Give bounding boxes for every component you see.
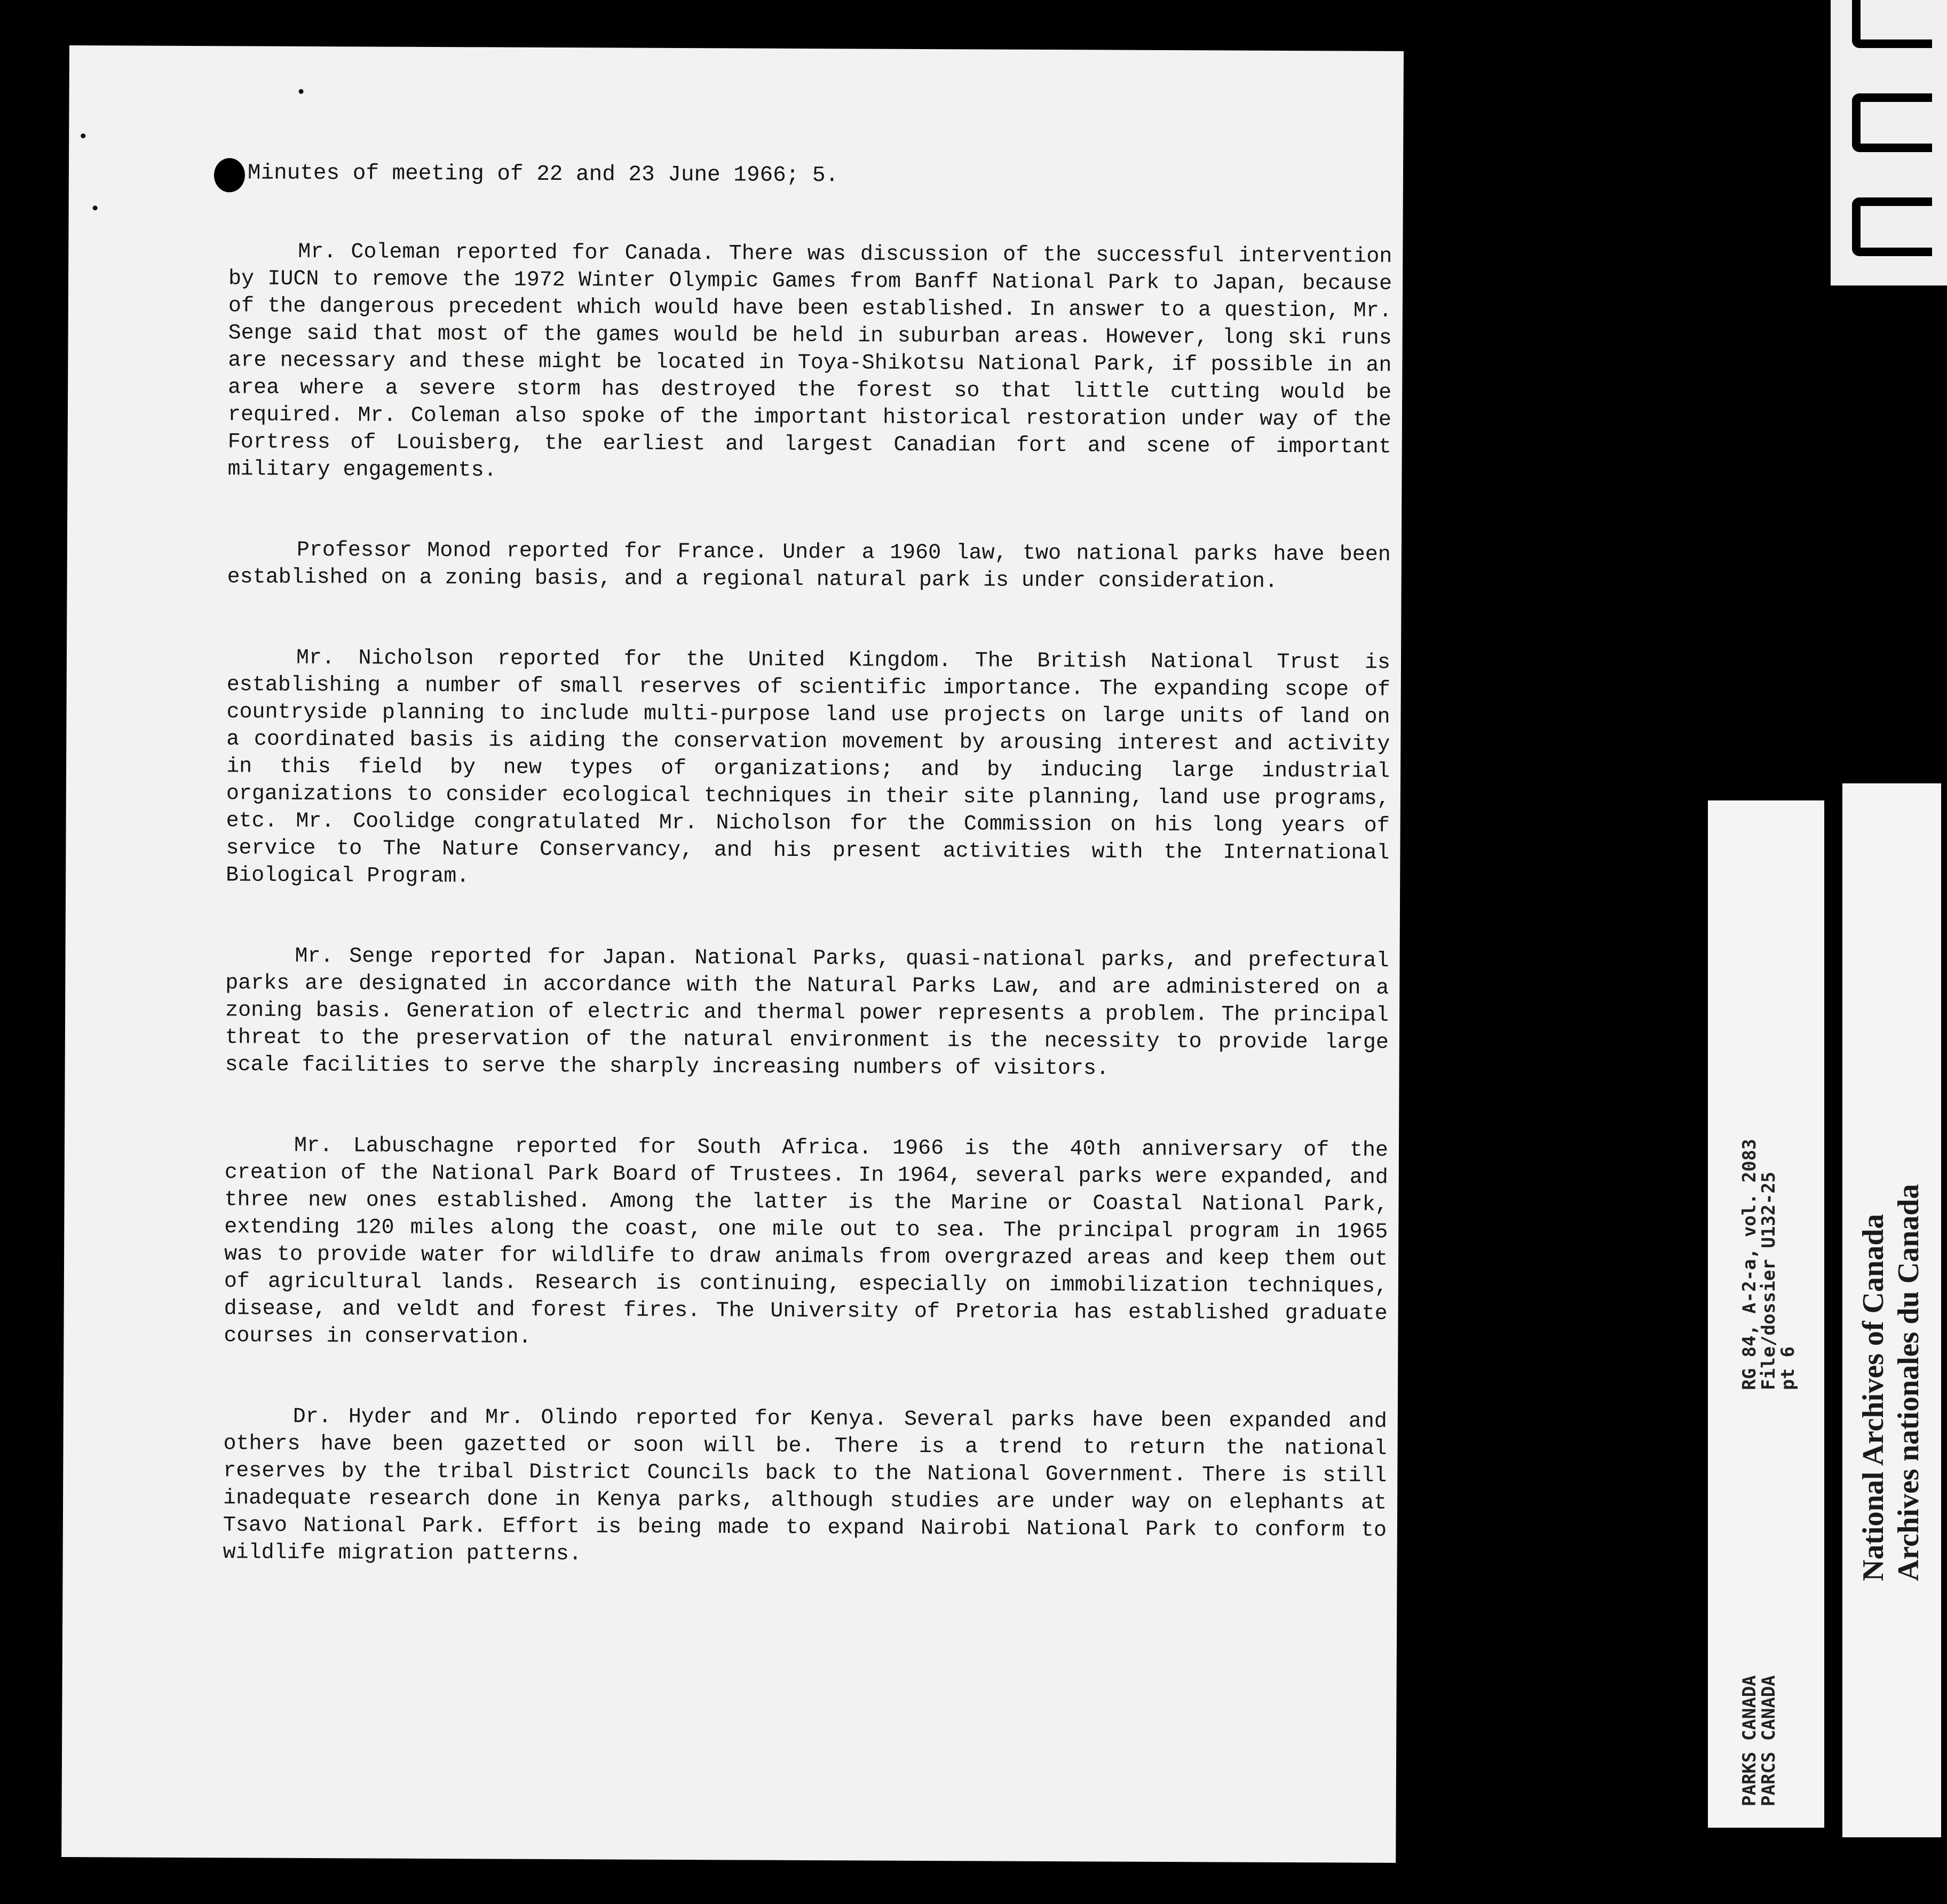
document-page bbox=[61, 45, 1404, 1863]
scan-speck bbox=[93, 205, 98, 210]
document-body bbox=[223, 238, 1392, 1624]
page-header: Minutes of meeting of 22 and 23 June 1966; 5. bbox=[247, 161, 839, 188]
paragraph-japan: Mr. Senge reported for Japan. National Parks, quasi-national parks, and prefectural parks are designated in accordance with the Natural Parks Law, and are administered on a zoning basis. Generation of electric and thermal power represents a problem. The principal threat to the preservation of the natural environment is the necessity to provide large scale facilities to serve the sharply increasing numbers of visitors. bbox=[225, 944, 1389, 1081]
scan-speck bbox=[81, 133, 85, 138]
archives-label bbox=[1842, 783, 1941, 1837]
hole-punch bbox=[214, 158, 245, 192]
film-mark bbox=[1852, 0, 1932, 48]
paragraph-kenya: Dr. Hyder and Mr. Olindo reported for Kenya. Several parks have been expanded and others have been gazetted or soon will be. There is a trend to return the national reserves by the tribal District Councils back to the National Government. There is still inadequate research done in Kenya parks, although studies are under way on elephants at Tsavo National Park. Effort is being made to expand Nairobi National Park to conform to wildlife migration patterns. bbox=[223, 1405, 1387, 1567]
paragraph-south-africa: Mr. Labuschagne reported for South Africa. 1966 is the 40th anniversary of the creation of the National Park Board of Trustees. In 1964, several parks were expanded, and three new ones established. Among the latter is the Marine or Coastal National Park, extending 120 miles along the coast, one mile out to sea. The principal program in 1965 was to provide water for wildlife to draw animals from overgrazed areas and keep them out of agricultural lands. Research is continuing, especially on immobilization techniques, disease, and veldt and forest fires. The University of Pretoria has established graduate courses in conservation. bbox=[224, 1133, 1389, 1350]
film-mark bbox=[1852, 197, 1932, 256]
paragraph-united-kingdom: Mr. Nicholson reported for the United Kingdom. The British National Trust is establishing a number of small reserves of scientific importance. The expanding scope of countryside planning to include multi-purpose land use projects on large units of land on a coordinated basis is aiding the conservation movement by arousing interest and activity in this field by new types of organizations; and by inducing large industrial organizations to consider ecological techniques in their site planning, land use programs, etc. Mr. Coolidge congratulated Mr. Nicholson for the Commission on his long years of service to The Nature Conservancy, and his present activities with the International Biological Program. bbox=[226, 646, 1391, 889]
paragraph-canada: Mr. Coleman reported for Canada. There was discussion of the successful intervention by IUCN to remove the 1972 Winter Olympic Games from Banff National Park to Japan, because of the dangerous precedent which would have been established. In answer to a question, Mr. Senge said that most of the games would be held in suburban areas. However, long ski runs are necessary and these might be located in Toya-Shikotsu National Park, if possible in an area where a severe storm has destroyed the forest so that little cutting would be required. Mr. Coleman also spoke of the important historical restoration under way of the Fortress of Louisberg, the earliest and largest Canadian fort and scene of important military engagements. bbox=[227, 240, 1392, 483]
paragraph-france: Professor Monod reported for France. Under a 1960 law, two national parks have been established on a zoning basis, and a regional natural park is under consideration. bbox=[227, 538, 1391, 594]
film-corner-marks bbox=[1831, 0, 1947, 285]
film-mark bbox=[1852, 93, 1932, 152]
reference-stamp bbox=[1708, 800, 1824, 1828]
archives-name-en: National Archives of Canada bbox=[1857, 1213, 1890, 1581]
archives-name-fr: Archives nationales du Canada bbox=[1892, 1184, 1925, 1581]
record-group-reference: RG 84, A-2-a, vol. 2083 File/dossier U132-25 pt 6 bbox=[1739, 1139, 1799, 1390]
scan-speck bbox=[299, 89, 304, 94]
agency-label: PARKS CANADA PARCS CANADA bbox=[1739, 1675, 1779, 1806]
